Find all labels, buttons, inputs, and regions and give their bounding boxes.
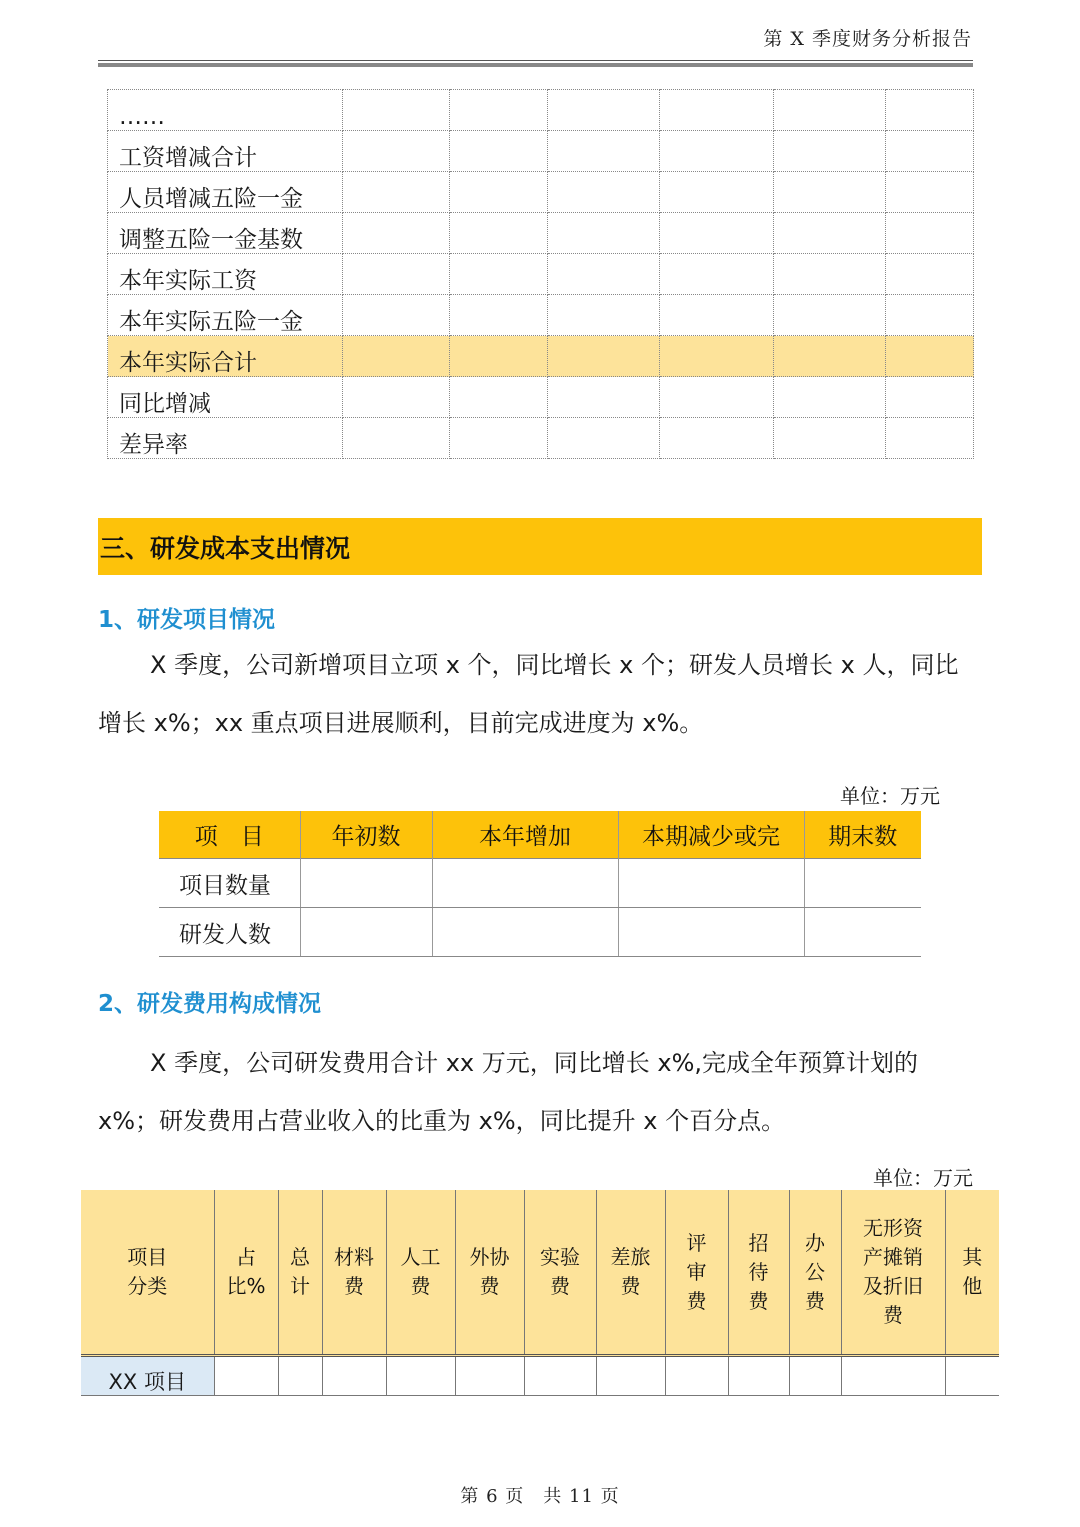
salary-row — [108, 418, 974, 459]
salary-row-label: 同比增减 — [108, 377, 343, 418]
salary-row — [108, 254, 974, 295]
expense-header-text: 差旅 费 — [610, 1245, 651, 1298]
project-cell — [300, 859, 432, 908]
expense-table — [81, 1190, 999, 1396]
expense-table-header — [524, 1190, 596, 1356]
expense-table-header — [322, 1190, 386, 1356]
salary-cell — [450, 90, 548, 131]
salary-cell — [886, 295, 974, 336]
project-table-header: 本期减少或完 — [618, 811, 804, 859]
expense-cell — [728, 1356, 789, 1396]
salary-row-label: 本年实际五险一金 — [108, 295, 343, 336]
salary-cell — [774, 254, 886, 295]
project-cell — [300, 908, 432, 957]
salary-row — [108, 90, 974, 131]
salary-cell — [886, 377, 974, 418]
salary-cell — [343, 336, 450, 377]
project-table — [159, 811, 921, 957]
salary-row-label: 调整五险一金基数 — [108, 213, 343, 254]
expense-table-header — [81, 1190, 214, 1356]
salary-cell — [343, 172, 450, 213]
expense-header-text: 办 公 费 — [805, 1230, 825, 1313]
salary-cell — [774, 418, 886, 459]
subsection-title-projects: 1、研发项目情况 — [98, 607, 276, 633]
expense-table-header — [728, 1190, 789, 1356]
salary-cell — [774, 336, 886, 377]
expense-header-text: 无形资 产摊销 及折旧 费 — [863, 1216, 923, 1327]
salary-cell — [450, 172, 548, 213]
salary-cell — [660, 377, 774, 418]
salary-row-label: 工资增减合计 — [108, 131, 343, 172]
expense-cell — [386, 1356, 455, 1396]
expense-table-header — [455, 1190, 524, 1356]
salary-row — [108, 377, 974, 418]
expense-header-text: 招 待 费 — [748, 1230, 769, 1313]
salary-cell — [660, 295, 774, 336]
expense-table-header — [789, 1190, 841, 1356]
project-cell — [804, 908, 921, 957]
expense-cell — [841, 1356, 945, 1396]
expense-table-header — [596, 1190, 665, 1356]
salary-row-label: 本年实际工资 — [108, 254, 343, 295]
expense-table-header — [214, 1190, 278, 1356]
salary-row-label: …… — [108, 90, 343, 131]
header-title: 第 X 季度财务分析报告 — [763, 28, 972, 50]
expense-cell — [322, 1356, 386, 1396]
salary-row — [108, 295, 974, 336]
paragraph-expenses-text: X 季度，公司研发费用合计 xx 万元，同比增长 x%,完成全年预算计划的 x%；研发费用占营业收入的比重为 x%，同比提升 x 个百分点。 — [98, 1049, 918, 1135]
salary-cell — [343, 418, 450, 459]
salary-cell — [886, 336, 974, 377]
expense-cell — [789, 1356, 841, 1396]
salary-cell — [660, 90, 774, 131]
salary-row — [108, 172, 974, 213]
salary-cell — [660, 254, 774, 295]
salary-cell — [450, 213, 548, 254]
salary-row-label: 差异率 — [108, 418, 343, 459]
salary-cell — [886, 418, 974, 459]
project-cell — [432, 908, 618, 957]
salary-cell — [774, 131, 886, 172]
expense-header-text: 实验 费 — [540, 1245, 580, 1298]
expense-header-text: 其 他 — [962, 1245, 983, 1298]
expense-cell — [596, 1356, 665, 1396]
salary-cell — [548, 418, 660, 459]
expense-table-header — [278, 1190, 322, 1356]
salary-cell — [886, 213, 974, 254]
salary-cell — [548, 172, 660, 213]
expense-table-header — [386, 1190, 455, 1356]
salary-table — [107, 89, 974, 459]
salary-cell — [774, 172, 886, 213]
paragraph-projects — [98, 636, 982, 752]
salary-cell — [886, 172, 974, 213]
salary-cell — [660, 336, 774, 377]
salary-cell — [343, 90, 450, 131]
salary-cell — [343, 377, 450, 418]
expense-cell — [665, 1356, 728, 1396]
expense-cell — [214, 1356, 278, 1396]
project-table-header: 本年增加 — [432, 811, 618, 859]
salary-cell — [343, 295, 450, 336]
salary-cell — [886, 131, 974, 172]
salary-cell — [774, 377, 886, 418]
expense-header-text: 人工 费 — [400, 1245, 441, 1298]
project-cell — [804, 859, 921, 908]
salary-cell — [450, 418, 548, 459]
expense-cell — [524, 1356, 596, 1396]
salary-cell — [450, 254, 548, 295]
salary-row-label: 本年实际合计 — [108, 336, 343, 377]
project-row-label: 项目数量 — [159, 859, 300, 908]
project-table-header: 期末数 — [804, 811, 921, 859]
expense-header-text: 外协 费 — [469, 1245, 510, 1298]
project-table-row — [159, 859, 921, 908]
expense-table-header — [841, 1190, 945, 1356]
salary-cell — [660, 418, 774, 459]
salary-row-label: 人员增减五险一金 — [108, 172, 343, 213]
subsection-title-expenses: 2、研发费用构成情况 — [98, 991, 322, 1017]
expense-row-label: XX 项目 — [81, 1356, 214, 1396]
header-rule — [98, 60, 973, 61]
salary-cell — [450, 295, 548, 336]
project-table-header: 项 目 — [159, 811, 300, 859]
salary-cell — [548, 90, 660, 131]
salary-cell — [774, 295, 886, 336]
expense-table-header — [665, 1190, 728, 1356]
salary-cell — [886, 90, 974, 131]
expense-cell — [455, 1356, 524, 1396]
salary-cell — [548, 336, 660, 377]
salary-cell — [343, 254, 450, 295]
salary-cell — [343, 131, 450, 172]
salary-cell — [886, 254, 974, 295]
expense-table-header — [945, 1190, 999, 1356]
salary-cell — [548, 377, 660, 418]
salary-cell — [774, 90, 886, 131]
salary-row — [108, 131, 974, 172]
header-rule-thick — [98, 63, 973, 67]
salary-cell — [660, 213, 774, 254]
expense-cell — [278, 1356, 322, 1396]
section-title: 三、研发成本支出情况 — [100, 534, 351, 563]
salary-cell — [548, 213, 660, 254]
salary-cell — [450, 377, 548, 418]
salary-cell — [774, 213, 886, 254]
salary-row — [108, 336, 974, 377]
expense-header-text: 评 审 费 — [686, 1230, 707, 1313]
unit-label: 单位：万元 — [840, 784, 940, 808]
project-row-label: 研发人数 — [159, 908, 300, 957]
page-footer: 第 6 页 共 11 页 — [460, 1486, 620, 1507]
project-table-row — [159, 908, 921, 957]
salary-cell — [548, 295, 660, 336]
expense-header-text: 材料 费 — [334, 1245, 374, 1298]
salary-cell — [660, 131, 774, 172]
expense-header-text: 总 计 — [290, 1245, 310, 1298]
salary-cell — [548, 254, 660, 295]
salary-cell — [548, 131, 660, 172]
salary-cell — [450, 131, 548, 172]
salary-row — [108, 213, 974, 254]
paragraph-projects-text: X 季度，公司新增项目立项 x 个，同比增长 x 个；研发人员增长 x 人，同比增长 x%；xx 重点项目进展顺利，目前完成进度为 x%。 — [98, 651, 959, 737]
unit-label-2: 单位：万元 — [873, 1166, 973, 1190]
expense-table-row — [81, 1356, 999, 1396]
salary-cell — [660, 172, 774, 213]
salary-cell — [450, 336, 548, 377]
project-cell — [618, 859, 804, 908]
salary-cell — [343, 213, 450, 254]
expense-cell — [945, 1356, 999, 1396]
expense-header-text: 项目 分类 — [127, 1245, 168, 1298]
project-cell — [432, 859, 618, 908]
expense-header-text: 占 比% — [226, 1245, 266, 1298]
project-table-header: 年初数 — [300, 811, 432, 859]
paragraph-expenses — [98, 1034, 982, 1150]
project-cell — [618, 908, 804, 957]
